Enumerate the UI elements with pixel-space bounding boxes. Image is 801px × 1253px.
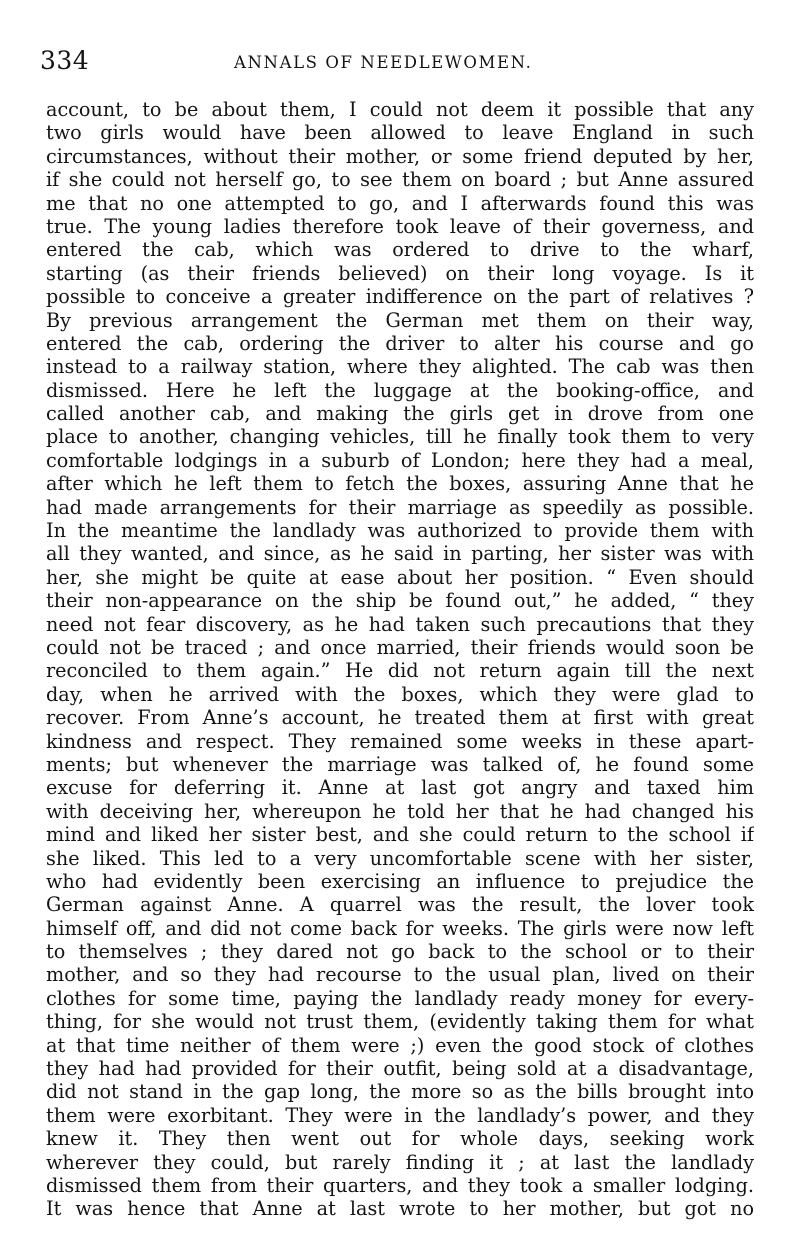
text-line: me that no one attempted to go, and I afterwards found this was — [46, 191, 754, 215]
text-line: two girls would have been allowed to leave England in such — [46, 121, 754, 145]
text-line: called another cab, and making the girls get in drove from one — [46, 402, 754, 426]
page-number: 334 — [40, 46, 90, 75]
text-line: to themselves ; they dared not go back to the school or to their — [46, 940, 754, 964]
text-line: true. The young ladies therefore took leave of their governess, and — [46, 214, 754, 238]
text-line: By previous arrangement the German met them on their way, — [46, 308, 754, 332]
text-line: It was hence that Anne at last wrote to her mother, but got no — [46, 1197, 754, 1221]
text-line: instead to a railway station, where they alighted. The cab was then — [46, 355, 754, 379]
text-line: German against Anne. A quarrel was the result, the lover took — [46, 893, 754, 917]
text-line: wherever they could, but rarely finding it ; at last the landlady — [46, 1150, 754, 1174]
text-line: possible to conceive a greater indifference on the part of relatives ? — [46, 285, 754, 309]
text-line: her, she might be quite at ease about her position. “ Even should — [46, 565, 754, 589]
text-line: account, to be about them, I could not deem it possible that any — [46, 98, 754, 121]
text-line: with deceiving her, whereupon he told her that he had changed his — [46, 799, 754, 823]
text-line: circumstances, without their mother, or some friend deputed by her, — [46, 144, 754, 168]
text-line: entered the cab, which was ordered to drive to the wharf, — [46, 238, 754, 262]
text-line: dismissed. Here he left the luggage at the booking-office, and — [46, 378, 754, 402]
text-line: reconciled to them again.” He did not return again till the next — [46, 659, 754, 683]
text-line: after which he left them to fetch the boxes, assuring Anne that he — [46, 472, 754, 496]
text-line: himself off, and did not come back for weeks. The girls were now left — [46, 916, 754, 940]
text-line: they had had provided for their outfit, being sold at a disadvantage, — [46, 1057, 754, 1081]
text-line: could not be traced ; and once married, their friends would soon be — [46, 635, 754, 659]
text-line: their non-appearance on the ship be found out,” he added, “ they — [46, 589, 754, 613]
text-line: them were exorbitant. They were in the landlady’s power, and they — [46, 1103, 754, 1127]
text-line: if she could not herself go, to see them on board ; but Anne assured — [46, 168, 754, 192]
text-line: recover. From Anne’s account, he treated them at first with great — [46, 706, 754, 730]
text-line: place to another, changing vehicles, till he finally took them to very — [46, 425, 754, 449]
text-line: all they wanted, and since, as he said in parting, her sister was with — [46, 542, 754, 566]
text-line: at that time neither of them were ;) even the good stock of clothes — [46, 1033, 754, 1057]
running-head — [40, 44, 760, 78]
text-line: ments; but whenever the marriage was talked of, he found some — [46, 752, 754, 776]
text-line: she liked. This led to a very uncomfortable scene with her sister, — [46, 846, 754, 870]
text-line: dismissed them from their quarters, and they took a smaller lodging. — [46, 1173, 754, 1197]
text-line: day, when he arrived with the boxes, which they were glad to — [46, 682, 754, 706]
text-line: starting (as their friends believed) on their long voyage. Is it — [46, 261, 754, 285]
text-line: need not fear discovery, as he had taken such precautions that they — [46, 612, 754, 636]
text-line: entered the cab, ordering the driver to alter his course and go — [46, 331, 754, 355]
text-line: had made arrangements for their marriage as speedily as possible. — [46, 495, 754, 519]
text-line: who had evidently been exercising an influence to prejudice the — [46, 869, 754, 893]
text-line: In the meantime the landlady was authorized to provide them with — [46, 519, 754, 543]
text-line: mind and liked her sister best, and she could return to the school if — [46, 823, 754, 847]
text-line: comfortable lodgings in a suburb of London; here they had a meal, — [46, 448, 754, 472]
running-title: ANNALS OF NEEDLEWOMEN. — [234, 53, 533, 72]
text-line: excuse for deferring it. Anne at last got angry and taxed him — [46, 776, 754, 800]
body-text — [46, 98, 754, 1221]
text-line: kindness and respect. They remained some weeks in these apart- — [46, 729, 754, 753]
text-line: clothes for some time, paying the landlady ready money for every- — [46, 986, 754, 1010]
text-line: thing, for she would not trust them, (evidently taking them for what — [46, 1010, 754, 1034]
text-line: mother, and so they had recourse to the usual plan, lived on their — [46, 963, 754, 987]
text-line: did not stand in the gap long, the more so as the bills brought into — [46, 1080, 754, 1104]
text-line: knew it. They then went out for whole days, seeking work — [46, 1127, 754, 1151]
